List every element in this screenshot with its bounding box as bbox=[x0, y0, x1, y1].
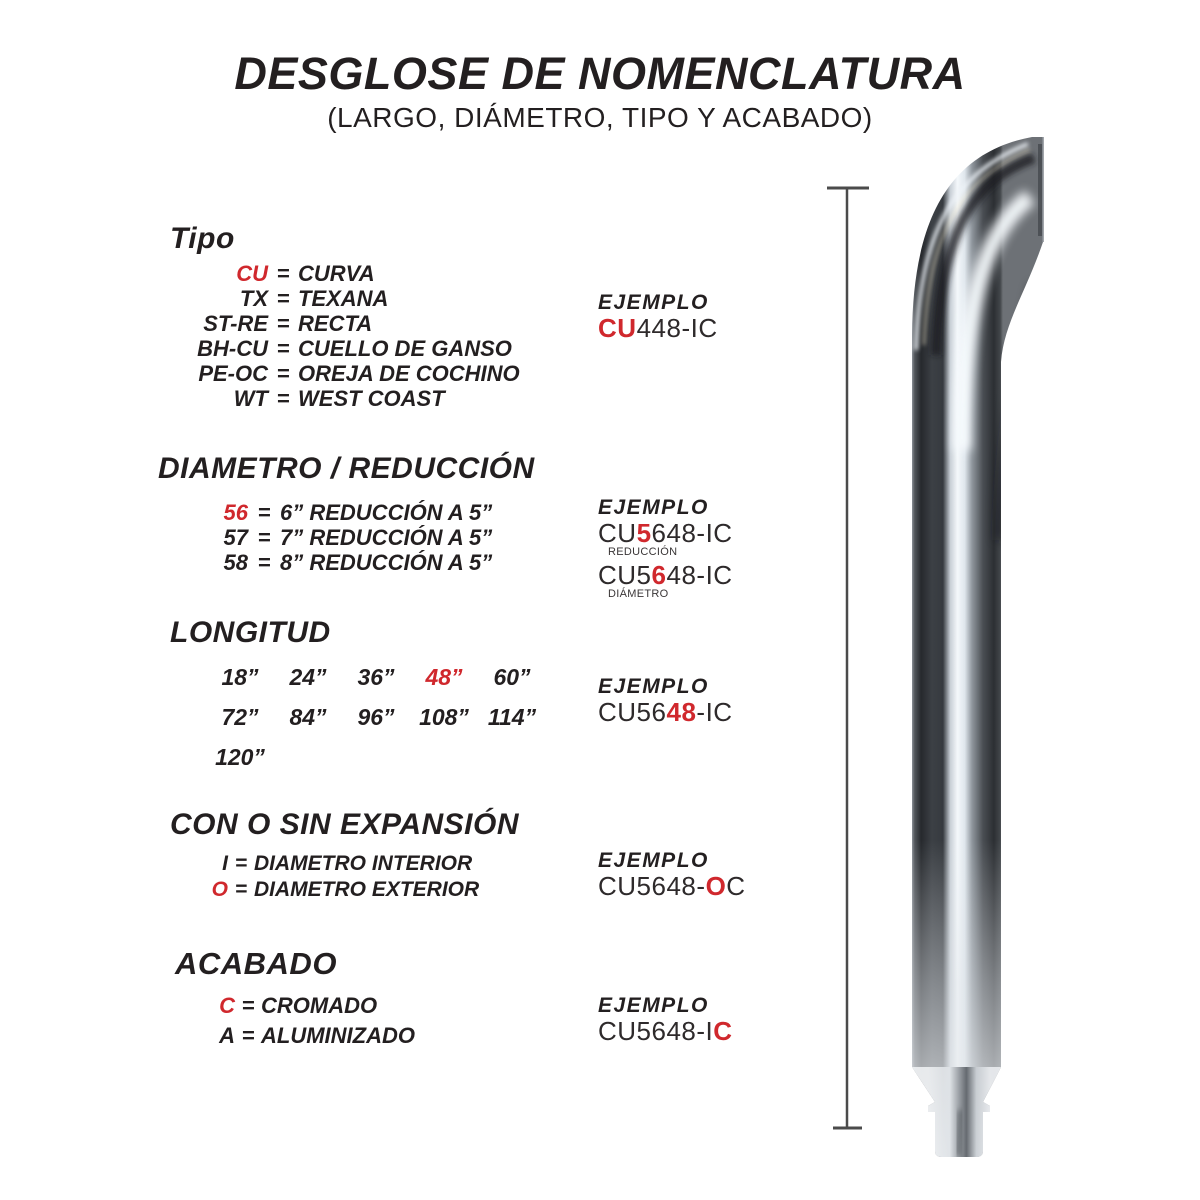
example-code bbox=[598, 315, 718, 341]
example-block-acabado bbox=[598, 994, 733, 1044]
tipo-row-wt bbox=[140, 386, 520, 411]
example-code bbox=[598, 1018, 733, 1044]
tipo-value: CUELLO DE GANSO bbox=[298, 336, 512, 361]
code-highlight: C bbox=[713, 1016, 733, 1046]
length-value: 108” bbox=[419, 704, 469, 730]
expansion-code: O bbox=[211, 878, 228, 901]
longitud-grid bbox=[206, 665, 546, 785]
code-highlight: 5 bbox=[636, 518, 652, 548]
tipo-value: CURVA bbox=[298, 261, 375, 286]
equals-sign: = bbox=[234, 852, 248, 875]
length-value: 114” bbox=[487, 704, 537, 730]
equals-sign: = bbox=[234, 878, 248, 901]
equals-sign: = bbox=[276, 311, 290, 336]
tipo-row-tx bbox=[140, 286, 520, 311]
tipo-code: CU bbox=[236, 261, 268, 286]
length-value: 60” bbox=[493, 664, 531, 690]
example-block-longitud bbox=[598, 675, 733, 725]
acabado-row-c bbox=[140, 991, 415, 1021]
exhaust-stack-figure bbox=[800, 120, 1080, 1180]
example-code bbox=[598, 699, 733, 725]
example-caption: DIÁMETRO bbox=[608, 588, 669, 600]
length-value: 36” bbox=[357, 664, 395, 690]
code-post: -IC bbox=[696, 697, 733, 727]
page-subtitle: (LARGO, DIÁMETRO, TIPO Y ACABADO) bbox=[327, 102, 873, 133]
equals-sign: = bbox=[257, 525, 271, 550]
code-pre: CU5648- bbox=[598, 871, 706, 901]
expansion-value: DIAMETRO EXTERIOR bbox=[254, 878, 480, 901]
code-post: 448-IC bbox=[636, 313, 718, 343]
equals-sign: = bbox=[276, 286, 290, 311]
code-highlight: O bbox=[705, 871, 727, 901]
acabado-value: CROMADO bbox=[261, 993, 378, 1018]
expansion-code: I bbox=[222, 852, 228, 875]
diametro-value: 8” REDUCCIÓN A 5” bbox=[280, 550, 493, 575]
example-label: EJEMPLO bbox=[598, 675, 709, 698]
example-label: EJEMPLO bbox=[598, 849, 709, 872]
diametro-code: 57 bbox=[223, 525, 248, 550]
example-code bbox=[598, 562, 733, 588]
diametro-row-58 bbox=[140, 550, 492, 575]
example-label: EJEMPLO bbox=[598, 496, 709, 519]
acabado-code: C bbox=[219, 993, 235, 1018]
length-value: 72” bbox=[221, 704, 259, 730]
expansion-value: DIAMETRO INTERIOR bbox=[254, 852, 473, 875]
diametro-code: 58 bbox=[223, 550, 248, 575]
equals-sign: = bbox=[276, 386, 290, 411]
example-block-expansion bbox=[598, 849, 746, 899]
equals-sign: = bbox=[257, 550, 271, 575]
tipo-code: PE-OC bbox=[198, 361, 268, 386]
acabado-code: A bbox=[219, 1023, 235, 1048]
length-value: 24” bbox=[289, 664, 327, 690]
tipo-row-bhcu bbox=[140, 336, 520, 361]
longitud-row-3 bbox=[206, 745, 546, 769]
tipo-list bbox=[140, 261, 520, 411]
tipo-code: WT bbox=[233, 386, 268, 411]
diametro-value: 7” REDUCCIÓN A 5” bbox=[280, 525, 493, 550]
equals-sign: = bbox=[276, 261, 290, 286]
section-heading-acabado: ACABADO bbox=[175, 946, 337, 981]
acabado-list bbox=[140, 991, 415, 1051]
section-heading-tipo: Tipo bbox=[170, 222, 235, 255]
longitud-row-2 bbox=[206, 705, 546, 729]
diametro-value: 6” REDUCCIÓN A 5” bbox=[280, 500, 493, 525]
length-value: 18” bbox=[221, 664, 259, 690]
code-highlight: 48 bbox=[666, 697, 697, 727]
expansion-row-o bbox=[140, 877, 479, 903]
acabado-value: ALUMINIZADO bbox=[261, 1023, 415, 1048]
chrome-pipe bbox=[900, 137, 1043, 1180]
tipo-code: BH-CU bbox=[197, 336, 268, 361]
example-code bbox=[598, 873, 746, 899]
tipo-value: RECTA bbox=[298, 311, 373, 336]
tipo-value: TEXANA bbox=[298, 286, 389, 311]
section-heading-expansion: CON O SIN EXPANSIÓN bbox=[170, 808, 519, 841]
code-pre: CU5648-I bbox=[598, 1016, 714, 1046]
equals-sign: = bbox=[276, 336, 290, 361]
length-value-highlighted: 48” bbox=[425, 664, 463, 690]
code-post: C bbox=[726, 871, 746, 901]
longitud-row-1 bbox=[206, 665, 546, 689]
length-value: 96” bbox=[357, 704, 395, 730]
code-highlight: 6 bbox=[651, 560, 667, 590]
equals-sign: = bbox=[257, 500, 271, 525]
equals-sign: = bbox=[241, 1023, 255, 1048]
tipo-value: OREJA DE COCHINO bbox=[298, 361, 520, 386]
acabado-row-a bbox=[140, 1021, 415, 1051]
page-title: DESGLOSE DE NOMENCLATURA bbox=[234, 48, 966, 99]
section-heading-longitud: LONGITUD bbox=[170, 616, 331, 649]
code-post: 48-IC bbox=[666, 560, 733, 590]
expansion-list bbox=[140, 851, 479, 903]
diametro-list bbox=[140, 500, 492, 575]
diametro-row-56 bbox=[140, 500, 492, 525]
section-heading-diametro: DIAMETRO / REDUCCIÓN bbox=[158, 452, 535, 485]
code-pre: CU56 bbox=[598, 697, 667, 727]
equals-sign: = bbox=[276, 361, 290, 386]
length-value: 120” bbox=[215, 744, 265, 770]
example-block-diametro bbox=[598, 496, 733, 600]
expansion-row-i bbox=[140, 851, 479, 877]
example-label: EJEMPLO bbox=[598, 994, 709, 1017]
code-post: 648-IC bbox=[651, 518, 733, 548]
dimension-line bbox=[827, 188, 869, 1128]
tipo-row-stre bbox=[140, 311, 520, 336]
diametro-row-57 bbox=[140, 525, 492, 550]
length-value: 84” bbox=[289, 704, 327, 730]
equals-sign: = bbox=[241, 993, 255, 1018]
tipo-row-cu bbox=[140, 261, 520, 286]
example-block-tipo bbox=[598, 291, 718, 341]
example-label: EJEMPLO bbox=[598, 291, 709, 314]
code-highlight: CU bbox=[598, 313, 637, 343]
tipo-value: WEST COAST bbox=[298, 386, 445, 411]
code-pre: CU bbox=[598, 518, 637, 548]
diametro-code: 56 bbox=[223, 500, 248, 525]
tipo-code: TX bbox=[239, 286, 268, 311]
example-code bbox=[598, 520, 733, 546]
tipo-row-peoc bbox=[140, 361, 520, 386]
code-pre: CU5 bbox=[598, 560, 652, 590]
tipo-code: ST-RE bbox=[203, 311, 268, 336]
example-caption: REDUCCIÓN bbox=[608, 546, 678, 558]
